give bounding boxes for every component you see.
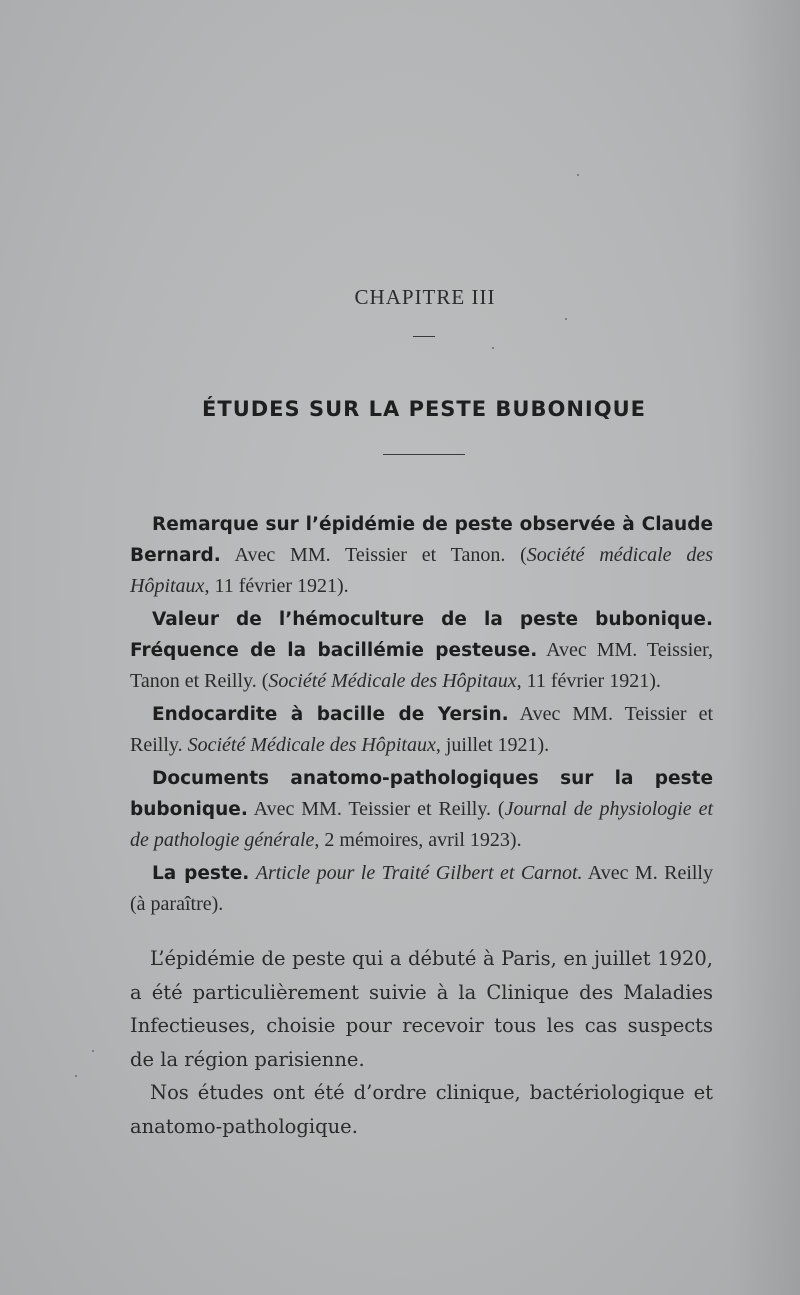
reference-title: Remarque sur l’épidémie de peste observée à Claude Bernard. <box>130 514 713 566</box>
reference-item <box>130 509 713 602</box>
reference-authors: Avec MM. Teissier et Reilly. ( <box>247 798 505 820</box>
paper-speck <box>75 1075 77 1077</box>
reference-title: Documents anatomo-pathologiques sur la peste bubonique. <box>130 768 713 820</box>
reference-journal: Société médicale des Hôpitaux <box>130 544 713 597</box>
paper-speck <box>92 1050 94 1052</box>
reference-item <box>130 604 713 697</box>
reference-date: , 2 mémoires, avril 1923). <box>314 829 522 851</box>
reference-journal: Journal de physiologie et de pathologie générale <box>130 798 714 851</box>
reference-list <box>130 509 713 922</box>
reference-item <box>130 763 713 856</box>
chapter-dash <box>413 336 435 337</box>
reference-title: Valeur de l’hémoculture de la peste bubonique. Fréquence de la bacillémie pesteuse. <box>130 609 713 661</box>
reference-journal: Article pour le Traité Gilbert et Carnot. <box>255 862 583 884</box>
section-title: ÉTUDES SUR LA PESTE BUBONIQUE <box>202 397 646 421</box>
body-text <box>130 942 713 1143</box>
reference-date: , 11 février 1921). <box>204 575 349 597</box>
reference-date: , juillet 1921). <box>435 734 550 756</box>
reference-date: Avec M. Reilly (à paraître). <box>130 862 713 915</box>
reference-authors: Avec MM. Teissier et Reilly. <box>130 703 713 756</box>
paper-speck <box>577 174 579 176</box>
page-edge-shadow <box>730 0 800 1295</box>
reference-title: La peste. <box>152 863 250 884</box>
chapter-heading: CHAPITRE III <box>354 285 496 309</box>
reference-journal: Société Médicale des Hôpitaux <box>268 670 517 692</box>
paper-speck <box>492 347 494 349</box>
reference-authors: Avec MM. Teissier et Tanon. ( <box>220 544 527 566</box>
reference-item <box>130 699 713 761</box>
body-paragraph: Nos études ont été d’ordre clinique, bactériologique et anatomo-pathologique. <box>130 1081 713 1138</box>
reference-date: , 11 février 1921). <box>516 670 661 692</box>
title-rule <box>383 454 465 455</box>
reference-item <box>130 858 713 920</box>
reference-authors: Avec MM. Teissier, Tanon et Reilly. ( <box>130 639 713 692</box>
body-paragraph: L’épidémie de peste qui a débuté à Paris, en juillet 1920, a été particulièrement suivie à la Clinique des Maladies Infectieuses, choisie pour recevoir tous les cas suspects de la région parisienne. <box>130 947 713 1071</box>
paper-speck <box>565 318 567 320</box>
reference-title: Endocardite à bacille de Yersin. <box>152 704 509 725</box>
reference-journal: Société Médicale des Hôpitaux <box>187 734 436 756</box>
